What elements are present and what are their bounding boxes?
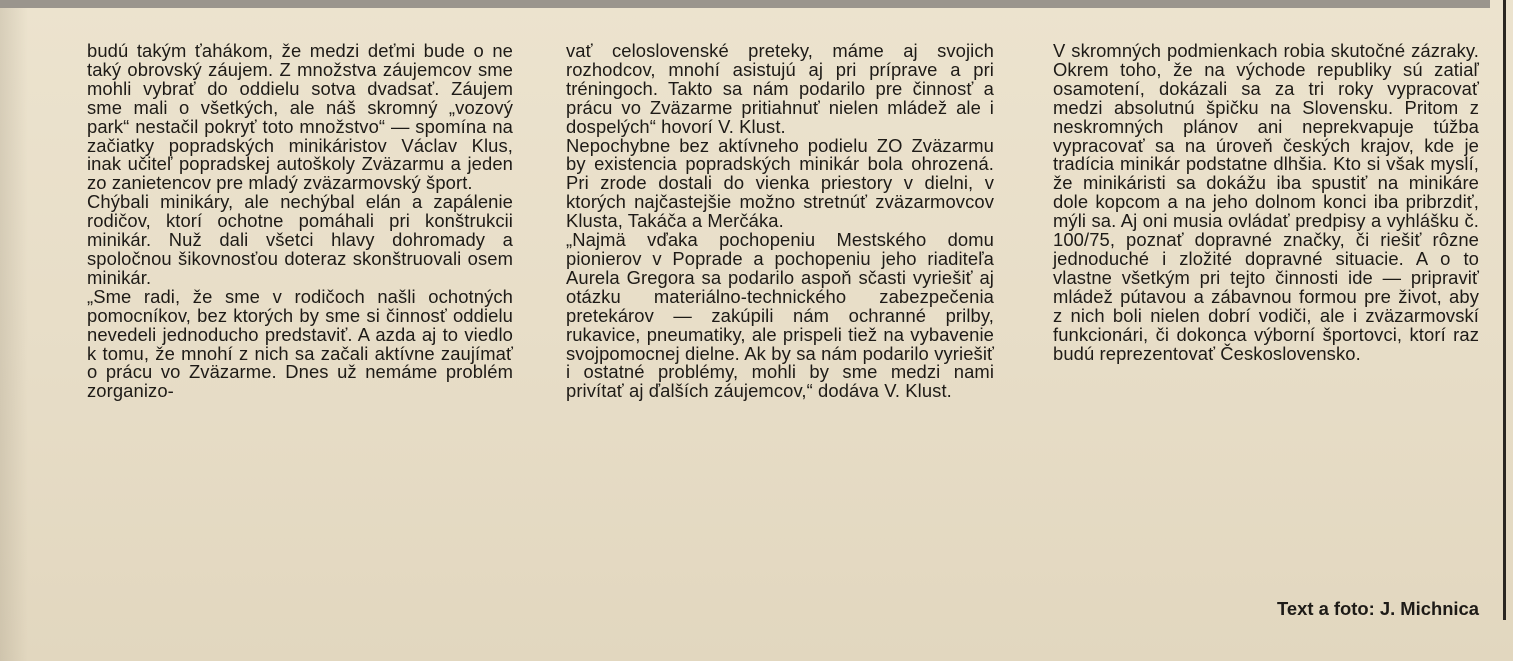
paragraph: Nepochybne bez aktívneho podielu ZO Zväzarmu by existencia popradských minikár bola ohrozená. Pri zrode dostali do vienka priestory v dielni, v ktorých najčastejšie možno stretnúť zväzarmovcov Klusta, Takáča a Merčáka. xyxy=(566,134,994,232)
article-column-3 xyxy=(1053,42,1479,363)
top-gray-band xyxy=(0,0,1490,8)
paragraph: „Sme radi, že sme v rodičoch našli ochotných pomocníkov, bez ktorých by sme si činnosť oddielu nevedeli jednoducho predstaviť. A azda aj to viedlo k tomu, že mnohí z nich sa začali aktívne zaujímať o prácu vo Zväzarme. Dnes už nemáme problém zorganizo- xyxy=(87,285,513,402)
paragraph: „Najmä vďaka pochopeniu Mestského domu pionierov v Poprade a pochopeniu jeho riaditeľa Aurela Gregora sa podarilo aspoň sčasti vyriešiť aj otázku materiálno-technického zabezpečenia pretekárov — zakúpili nám ochranné prilby, rukavice, pneumatiky, ale prispeli tiež na vybavenie svojpomocnej dielne. Ak by sa nám podarilo vyriešiť i ostatné problémy, mohli by sme medzi nami privítať aj ďalších záujemcov,“ dodáva V. Klust. xyxy=(566,229,994,402)
article-column-2 xyxy=(566,42,994,401)
column-rule-right xyxy=(1503,0,1506,620)
photo-credit: Text a foto: J. Michnica xyxy=(1277,598,1479,619)
article-column-1 xyxy=(87,42,513,401)
paragraph: budú takým ťahákom, že medzi deťmi bude o ne taký obrovský záujem. Z množstva záujemcov sme mohli vybrať do oddielu sotva dvadsať. Záujem sme mali o všetkých, ale náš skromný „vozový park“ nestačil pokryť toto množstvo“ — spomína na začiatky popradských minikáristov Václav Klus, inak učiteľ popradskej autoškoly Zväzarmu a jeden zo zanietencov pre mladý zväzarmovský šport. xyxy=(87,40,513,194)
paragraph: V skromných podmienkach robia skutočné zázraky. Okrem toho, že na východe republiky sú zatiaľ osamotení, dokázali sa za tri roky vypracovať medzi absolutnú špičku na Slovensku. Pritom z neskromných plánov ani neprekvapuje túžba vypracovať sa na úroveň českých krajov, kde je tradícia minikár podstatne dlhšia. Kto si však myslí, že minikáristi sa dokážu iba spustiť na minikáre dole kopcom a na jeho dolnom konci iba pribrzdiť, mýli sa. Aj oni musia ovládať predpisy a vyhlášku č. 100/75, poznať dopravné značky, či riešiť rôzne jednoduché i zložité dopravné situacie. A o to vlastne všetkým pri tejto činnosti ide — pripraviť mládež pútavou a zábavnou formou pre život, aby z nich boli nielen dobrí vodiči, ale i zväzarmovskí funkcionári, či dokonca výborní športovci, ktorí raz budú reprezentovať Československo. xyxy=(1053,40,1479,364)
paragraph: vať celoslovenské preteky, máme aj svojich rozhodcov, mnohí asistujú aj pri príprave a pri tréningoch. Takto sa nám podarilo pre činnosť a prácu vo Zväzarme pritiahnuť nielen mládež ale i dospelých“ hovorí V. Klust. xyxy=(566,40,994,137)
page-fold-shadow xyxy=(0,8,28,661)
paragraph: Chýbali minikáry, ale nechýbal elán a zapálenie rodičov, ktorí ochotne pomáhali pri konštrukcii minikár. Nuž dali všetci hlavy dohromady a spoločnou šikovnosťou doteraz skonštruovali osem minikár. xyxy=(87,191,513,288)
